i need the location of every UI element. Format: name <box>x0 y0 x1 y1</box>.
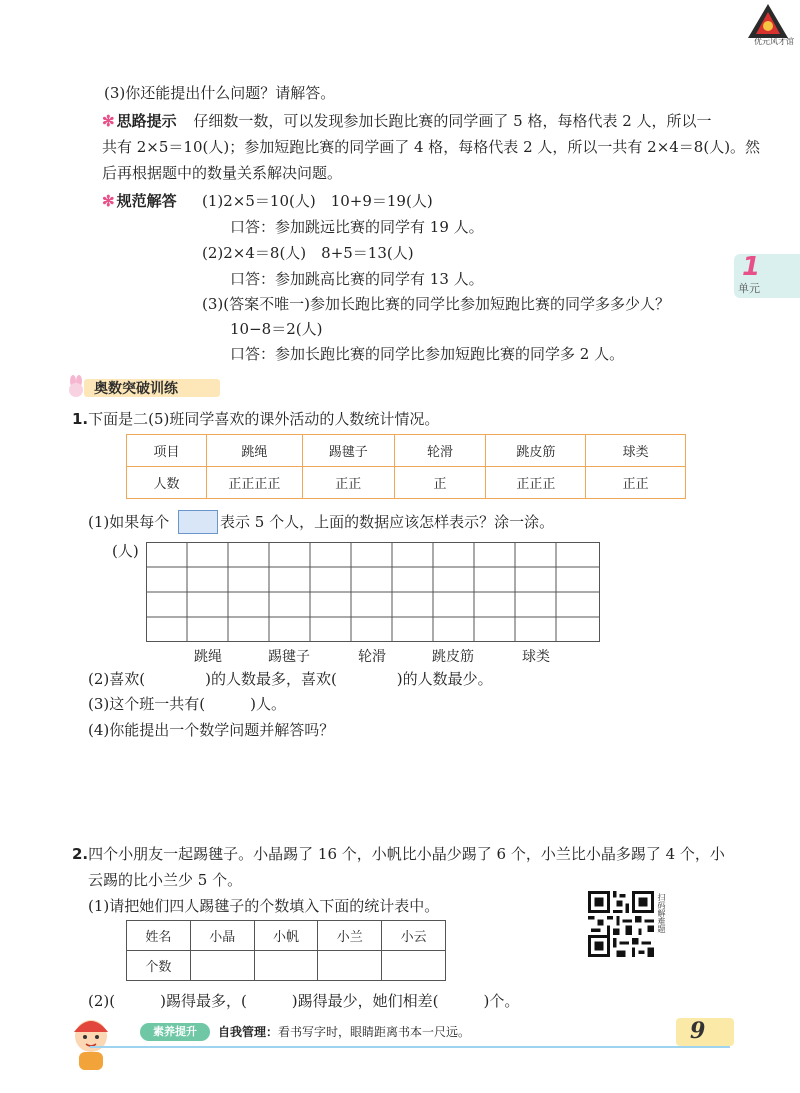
q2-stem-1 <box>72 843 725 865</box>
flower-icon: ✻ <box>102 112 115 130</box>
footer-text: 看书写字时，眼睛距离书本一尺远。 <box>278 1025 471 1039</box>
q1-stem <box>72 408 439 430</box>
q1-sub1-before: (1)如果每个 <box>88 513 170 531</box>
table-header: 跳皮筋 <box>486 435 586 467</box>
grid-label: 球类 <box>522 649 550 665</box>
flower-icon: ✻ <box>102 192 115 210</box>
table-cell: 正正正 <box>486 467 586 499</box>
answer-line: (1)2×5＝10(人) 10+9＝19(人) <box>202 192 433 210</box>
table-header: 项目 <box>127 435 207 467</box>
table-cell: 正正正正 <box>207 467 303 499</box>
answer-line: 口答：参加跳高比赛的同学有 13 人。 <box>230 270 484 288</box>
table-header: 小云 <box>382 921 446 951</box>
q1-text: 下面是二(5)班同学喜欢的课外活动的人数统计情况。 <box>88 410 440 428</box>
q1-sub2: (2)喜欢( )的人数最多，喜欢( )的人数最少。 <box>88 670 493 688</box>
answer-line: 口答：参加长跑比赛的同学比参加短跑比赛的同学多 2 人。 <box>230 345 625 363</box>
bunny-icon <box>64 375 88 399</box>
table-header: 跳绳 <box>207 435 303 467</box>
qr-label: 扫码解难题 <box>657 893 666 933</box>
unit-label: 单元 <box>738 282 760 295</box>
answer-cell[interactable] <box>318 951 382 981</box>
hint-label: 思路提示 <box>116 112 177 130</box>
section-banner <box>64 375 222 399</box>
coloring-grid[interactable] <box>146 542 600 642</box>
stat-table <box>126 920 446 981</box>
table-header: 小帆 <box>254 921 318 951</box>
hint-text-3: 后再根据题中的数量关系解决问题。 <box>102 164 343 182</box>
table-cell: 正 <box>394 467 486 499</box>
answer-cell[interactable] <box>190 951 254 981</box>
grid-label: 跳绳 <box>194 649 222 665</box>
answer-line: 10−8＝2(人) <box>230 320 323 338</box>
qr-code-icon[interactable] <box>588 891 654 957</box>
q1-number: 1. <box>72 410 89 428</box>
table-header: 小晶 <box>190 921 254 951</box>
q2-sub1: (1)请把她们四人踢毽子的个数填入下面的统计表中。 <box>88 897 440 915</box>
prev-q3: (3)你还能提出什么问题？请解答。 <box>104 84 336 102</box>
unit-number: 1 <box>742 252 761 282</box>
unit-square-swatch <box>178 510 218 534</box>
answer-cell[interactable] <box>254 951 318 981</box>
q2-number: 2. <box>72 845 89 863</box>
table-cell: 正正 <box>302 467 394 499</box>
hint-text-2: 共有 2×5＝10(人)；参加短跑比赛的同学画了 4 格，每格代表 2 人，所以一共有 2×4＝8(人)。然 <box>102 138 761 156</box>
section-title: 奥数突破训练 <box>94 381 178 397</box>
mascot-icon <box>62 1010 120 1072</box>
footer-title: 自我管理： <box>218 1025 279 1039</box>
answer-line: (2)2×4＝8(人) 8+5＝13(人) <box>202 244 414 262</box>
q1-sub3: (3)这个班一共有( )人。 <box>88 695 286 713</box>
table-header: 小兰 <box>318 921 382 951</box>
table-header: 踢毽子 <box>302 435 394 467</box>
grid-unit-label: (人) <box>112 542 139 560</box>
logo-text: 优元风才馆 <box>754 37 794 46</box>
q2-stem-2: 云踢的比小兰少 5 个。 <box>88 871 243 889</box>
unit-tab <box>734 254 800 298</box>
answer-label: 规范解答 <box>116 192 177 210</box>
table-header: 轮滑 <box>394 435 486 467</box>
table-cell: 人数 <box>127 467 207 499</box>
q2-text-1: 四个小朋友一起踢毽子。小晶踢了 16 个，小帆比小晶少踢了 6 个，小兰比小晶多踢了 4 个，小 <box>88 845 725 863</box>
grid-label: 踢毽子 <box>268 649 310 665</box>
table-cell: 正正 <box>586 467 686 499</box>
grid-label: 跳皮筋 <box>432 649 474 665</box>
footer-rule <box>90 1046 730 1048</box>
answer-line: 口答：参加跳远比赛的同学有 19 人。 <box>230 218 484 236</box>
q1-sub4: (4)你能提出一个数学问题并解答吗？ <box>88 721 335 739</box>
tally-table <box>126 434 686 499</box>
table-header: 姓名 <box>127 921 191 951</box>
hint-line-1 <box>102 110 712 132</box>
q2-sub2: (2)( )踢得最多，( )踢得最少，她们相差( )个。 <box>88 992 520 1010</box>
footer-tag: 素养提升 <box>140 1023 210 1041</box>
answer-cell[interactable] <box>382 951 446 981</box>
answer-header <box>102 190 177 212</box>
page-number: 9 <box>690 1018 706 1044</box>
table-header: 球类 <box>586 435 686 467</box>
hint-text-1: 仔细数一数，可以发现参加长跑比赛的同学画了 5 格，每格代表 2 人，所以一 <box>193 112 712 130</box>
grid-label: 轮滑 <box>358 649 386 665</box>
q1-sub1-after: 表示 5 个人，上面的数据应该怎样表示？涂一涂。 <box>220 513 555 531</box>
answer-line: (3)(答案不唯一)参加长跑比赛的同学比参加短跑比赛的同学多多少人？ <box>202 295 670 313</box>
table-cell: 个数 <box>127 951 191 981</box>
page-number-tab <box>676 1018 734 1046</box>
